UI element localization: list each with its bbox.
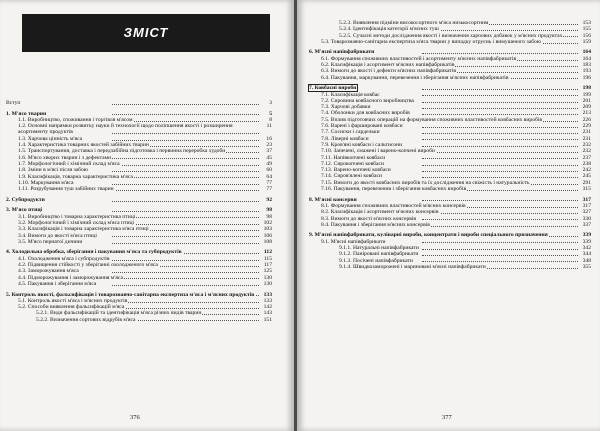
- toc-entry-page: 77: [266, 179, 272, 186]
- toc-entry-title: 7.16. Пакування, перевезення і зберігання ковбасних виробів: [321, 186, 467, 193]
- page-number-left: 376: [130, 414, 140, 421]
- toc-entry-page: 355: [582, 263, 591, 270]
- toc-entry-page: 198: [582, 85, 591, 92]
- toc-entry-title: 7.2. Сировина ковбасного виробництва: [321, 97, 414, 104]
- toc-section: [309, 85, 591, 192]
- toc-entry-page: 64: [266, 173, 272, 180]
- toc-entry-title: 7.3. Харчові добавки: [321, 104, 371, 111]
- toc-entry-title: 9. М'ясні напівфабрикати, кулінарні вироби, концентрати і вироби спеціального призначення: [309, 232, 548, 239]
- toc-entry[interactable]: [6, 123, 272, 136]
- toc-entry-page: 164: [582, 49, 591, 56]
- toc-entry-title: 6.1. Формування споживних властивостей і асортименту м'ясних напівфабрикатів: [321, 55, 517, 62]
- toc-entry-title: 7.13. Варено-копчені ковбаси: [321, 167, 391, 174]
- toc-entry-page: 23: [266, 142, 272, 149]
- toc-entry-title: 1.5. Транспортування, доставка і передзабійна підготовка і первинна переробка худоби: [18, 148, 226, 155]
- toc-section: [6, 207, 272, 245]
- toc-entry-title: 5.2.1. Види фальсифікацій та ідентифікація м'яса різних видів тварин: [36, 310, 202, 317]
- toc-entry-page: 133: [263, 291, 272, 298]
- toc-entry[interactable]: [6, 239, 272, 245]
- toc-entry-page: 77: [266, 186, 272, 193]
- toc-entry-page: 155: [582, 26, 591, 33]
- toc-entry-title: 7.5. Вплив підготовчих операцій на формування споживних властивостей ковбасних виробів: [321, 116, 543, 123]
- toc-entry-title: 4.2. Підвищення стійкості у зберіганні охолодженого м'яса: [18, 262, 158, 269]
- toc-entry-page: 232: [582, 148, 591, 155]
- toc-entry[interactable]: [309, 33, 591, 39]
- toc-entry-title: 5.2.5. Сучасні методи дослідження якості і визначення харчових добавок у м'ясних продуктах: [339, 32, 563, 39]
- toc-entry-page: 164: [582, 55, 591, 62]
- toc-entry-page: 98: [266, 213, 272, 220]
- toc-entry[interactable]: [309, 222, 591, 228]
- toc-entry-title: 1.2. Основні напрямки розвитку науки й технології щодо поліпшення якості і розширення асортименту продуктів: [18, 123, 233, 136]
- toc-entry-title: 4.4. Підморожування і заморожування м'яса: [18, 274, 123, 281]
- toc-entry-page: 213: [582, 110, 591, 117]
- toc-entry-title: 7.1. Класифікація ковбас: [321, 91, 380, 98]
- left-page: [0, 0, 294, 431]
- toc-entry[interactable]: [309, 75, 591, 81]
- toc-entry-page: 49: [266, 160, 272, 167]
- toc-entry-page: 183: [582, 62, 591, 69]
- toc-entry-title: 7. Ковбасні вироби: [309, 85, 357, 92]
- toc-entry-title: 7.9. Кров'яні ковбаси і сальтисони: [321, 141, 403, 148]
- toc-entry-title: 3.4. Вимоги до якості м'яса птиці: [18, 232, 97, 239]
- toc-entry-page: 130: [263, 280, 272, 287]
- toc-entry-title: 5.1. Контроль якості м'яса і м'ясних продуктів: [18, 297, 128, 304]
- toc-entry-page: 242: [582, 167, 591, 174]
- toc-entry-title: 3.3. Класифікація і товарна характеристика м'яса птиці: [18, 226, 149, 233]
- toc-section: [6, 197, 272, 203]
- toc-entry-title: 6.2. Класифікація і асортимент м'ясних напівфабрикатів: [321, 62, 455, 69]
- toc-entry-page: 117: [263, 262, 272, 269]
- toc-entry-page: 339: [582, 238, 591, 245]
- toc-entry-title: 4. Холодильна обробка, зберігання і пакування м'яса та субпродуктів: [6, 249, 182, 256]
- toc-section: [6, 249, 272, 287]
- toc-section: [6, 111, 272, 193]
- toc-entry[interactable]: [6, 100, 272, 106]
- toc-entry-title: 5.3. Товарознавчо-санітарна експертиза м'яса тварин у випадку отруєнь і вимушеного забою: [321, 38, 542, 45]
- toc-entry-title: 1.3. Харчова цінність м'яса: [18, 135, 83, 142]
- toc-entry-title: 7.11. Напівкопчені ковбаси: [321, 154, 386, 161]
- toc-entry-page: 60: [266, 167, 272, 174]
- toc-entry-page: 115: [263, 255, 272, 262]
- toc-entry-title: 7.8. Ліверні ковбаси: [321, 135, 369, 142]
- toc-entry-page: 291: [582, 179, 591, 186]
- toc-entry-page: 11: [266, 123, 272, 130]
- contents-banner: ЗМІСТ: [22, 14, 270, 52]
- toc-entry-page: 142: [263, 304, 272, 311]
- toc-section: [309, 49, 591, 80]
- toc-entry-page: 125: [263, 268, 272, 275]
- toc-entry-page: 231: [582, 129, 591, 136]
- toc-entry-page: 5: [269, 110, 272, 117]
- toc-entry-title: 1.1. Виробництво, споживання і торгівля м'ясом: [18, 116, 133, 123]
- toc-entry-page: 159: [582, 38, 591, 45]
- toc-entry-title: 1.6. М'ясо хворих тварин і з дефектами: [18, 154, 112, 161]
- toc-entry-page: 112: [263, 249, 272, 256]
- toc-entry-title: 1.7. Морфологічний і хімічний склад м'яса: [18, 160, 120, 167]
- toc-entry-page: 245: [582, 173, 591, 180]
- toc-entry-page: 102: [263, 219, 272, 226]
- toc-entry-title: 9.1.1. Натуральні напівфабрикати: [339, 244, 419, 251]
- toc-entry-page: 8: [269, 116, 272, 123]
- toc-section: [6, 292, 272, 323]
- toc-entry-page: 98: [266, 207, 272, 214]
- toc-entry-page: 317: [582, 196, 591, 203]
- right-page: [297, 0, 600, 431]
- toc-entry-title: 7.6. Варені і фаршировані ковбаси: [321, 123, 403, 130]
- toc-entry[interactable]: [6, 317, 272, 323]
- toc-entry-page: 339: [582, 232, 591, 239]
- toc-entry-page: 315: [582, 186, 591, 193]
- toc-entry-title: 6.4. Пакування, маркування, перевезення і зберігання м'ясних напівфабрикатів: [321, 74, 509, 81]
- toc-entry-title: 9.1.4. Швидкозаморожені і мариновані м'ясні напівфабрикати: [339, 263, 486, 270]
- toc-entry-title: 1.4. Характеристика товарних якостей забійних тварин: [18, 142, 149, 149]
- toc-entry-title: 7.15. Вимоги до якості ковбасних виробів та їх дослідження на свіжість і натуральність: [321, 179, 530, 186]
- toc-entry-page: 16: [266, 135, 272, 142]
- toc-entry-page: 103: [263, 226, 272, 233]
- toc-entry-page: 196: [582, 74, 591, 81]
- page-number-right: 377: [442, 414, 452, 421]
- toc-entry[interactable]: [6, 281, 272, 287]
- toc-entry-title: 6. М'ясні напівфабрикати: [309, 49, 375, 56]
- toc-entry-page: 156: [582, 32, 591, 39]
- toc-right: [309, 20, 591, 270]
- toc-entry-page: 37: [266, 148, 272, 155]
- toc-entry-page: 108: [263, 238, 272, 245]
- toc-entry-page: 330: [582, 215, 591, 222]
- toc-entry-page: 237: [582, 154, 591, 161]
- toc-entry-page: 193: [582, 68, 591, 75]
- toc-entry-page: 45: [266, 154, 272, 161]
- toc-entry-title: 7.10. Запечені, смажені і варено-копчені вироби: [321, 148, 435, 155]
- toc-entry-page: 130: [263, 274, 272, 281]
- toc-entry-title: 5.2.4. Ідентифікація категорії м'ясних туш: [339, 26, 439, 33]
- toc-entry-title: 4.5. Пакування і зберігання м'яса: [18, 280, 97, 287]
- toc-entry-title: 5. Контроль якості, фальсифікація і товарознавчо-санітарна експертиза м'яса і м'ясних продуктів: [6, 291, 255, 298]
- toc-chapter-entry[interactable]: [6, 292, 272, 298]
- toc-entry-title: 7.12. Сирокопчені ковбаси: [321, 160, 384, 167]
- toc-entry-title: 3.1. Виробництво і товарна характеристика птиці: [18, 213, 136, 220]
- toc-entry-title: 5.2.2. Визначення сортових відрубів м'яса: [36, 316, 136, 323]
- toc-entry-title: 7.7. Сосиски і сардельки: [321, 129, 380, 136]
- toc-entry-page: 209: [582, 104, 591, 111]
- toc-entry-page: 238: [582, 160, 591, 167]
- toc-entry-page: 344: [582, 251, 591, 258]
- toc-entry-title: Вступ: [6, 100, 21, 106]
- toc-entry-page: 327: [582, 209, 591, 216]
- toc-entry-page: 92: [266, 196, 272, 203]
- toc-entry-title: 1.8. Зміни в м'ясі після забою: [18, 167, 88, 174]
- toc-entry-title: 7.4. Оболонки для ковбасних виробів: [321, 110, 410, 117]
- toc-entry-title: 5.2. Способи виявлення фальсифікацій м'яса: [18, 304, 125, 311]
- toc-entry-title: 8.1. Формування споживних властивостей м'ясних консервів: [321, 202, 466, 209]
- toc-entry-title: 2. Субпродукти: [6, 196, 45, 203]
- toc-entry-page: 317: [582, 202, 591, 209]
- toc-entry-page: 226: [582, 116, 591, 123]
- toc-entry-page: 133: [263, 297, 272, 304]
- toc-section: [309, 20, 591, 45]
- toc-entry-title: 5.2.3. Виявлення підміни високосортного м'яса низькосортним: [339, 20, 489, 26]
- toc-entry-page: 151: [263, 316, 272, 323]
- toc-entry[interactable]: [309, 39, 591, 45]
- toc-entry-title: 7.14. Сиров'ялені ковбаси: [321, 173, 382, 180]
- toc-entry-title: 3.5. М'ясо пернатої дичини: [18, 238, 83, 245]
- toc-entry-page: 231: [582, 135, 591, 142]
- toc-entry-page: 337: [582, 221, 591, 228]
- toc-entry-title: 9.1.3. Посічені напівфабрикати: [339, 257, 413, 264]
- toc-entry-title: 6.3. Вимоги до якості і дефекти м'ясних напівфабрикатів: [321, 68, 456, 75]
- toc-entry-title: 4.3. Заморожування м'яса: [18, 268, 79, 275]
- toc-section: [6, 100, 272, 106]
- toc-entry-page: 232: [582, 141, 591, 148]
- toc-section: [309, 232, 591, 270]
- toc-entry-title: 8.4. Пакування і зберігання м'ясних консервів: [321, 221, 430, 228]
- toc-entry-title: 3.2. Морфологічний і хімічний склад м'яса птиці: [18, 219, 135, 226]
- toc-entry-title: 1.10. Маркування м'яса: [18, 179, 74, 186]
- toc-entry[interactable]: [309, 264, 591, 270]
- toc-entry-page: 106: [263, 232, 272, 239]
- toc-entry-page: 199: [582, 91, 591, 98]
- toc-entry-page: 342: [582, 244, 591, 251]
- toc-entry-page: 153: [582, 20, 591, 26]
- toc-entry-title: 9.1.2. Паніровані напівфабрикати: [339, 251, 419, 258]
- toc-entry-title: 3. М'ясо птиці: [6, 207, 43, 214]
- toc-entry-title: 9.1. М'ясні напівфабрикати: [321, 238, 386, 245]
- toc-entry-page: 348: [582, 257, 591, 264]
- toc-entry-title: 8.3. Вимоги до якості м'ясних консервів: [321, 215, 417, 222]
- toc-entry-title: 4.1. Охолодження м'яса і субпродуктів: [18, 255, 110, 262]
- toc-entry-page: 143: [263, 310, 272, 317]
- toc-entry-title: 1.9. Класифікація, товарна характеристика м'яса: [18, 173, 133, 180]
- toc-entry-title: 1.11. Розрубування туш забійних тварин: [18, 186, 114, 193]
- toc-entry[interactable]: [309, 186, 591, 192]
- toc-entry-page: 201: [582, 97, 591, 104]
- toc-entry[interactable]: [6, 186, 272, 192]
- toc-entry-title: 1. М'ясо тварин: [6, 110, 47, 117]
- toc-entry-page: 229: [582, 123, 591, 130]
- toc-section: [309, 197, 591, 228]
- toc-chapter-entry[interactable]: [6, 197, 272, 203]
- toc-entry-title: 8. М'ясні консерви: [309, 196, 357, 203]
- toc-entry-page: 3: [269, 100, 272, 106]
- toc-entry-title: 8.2. Класифікація і асортимент м'ясних консервів: [321, 209, 439, 216]
- toc-chapter-entry[interactable]: [309, 232, 591, 238]
- toc-left: [6, 100, 272, 323]
